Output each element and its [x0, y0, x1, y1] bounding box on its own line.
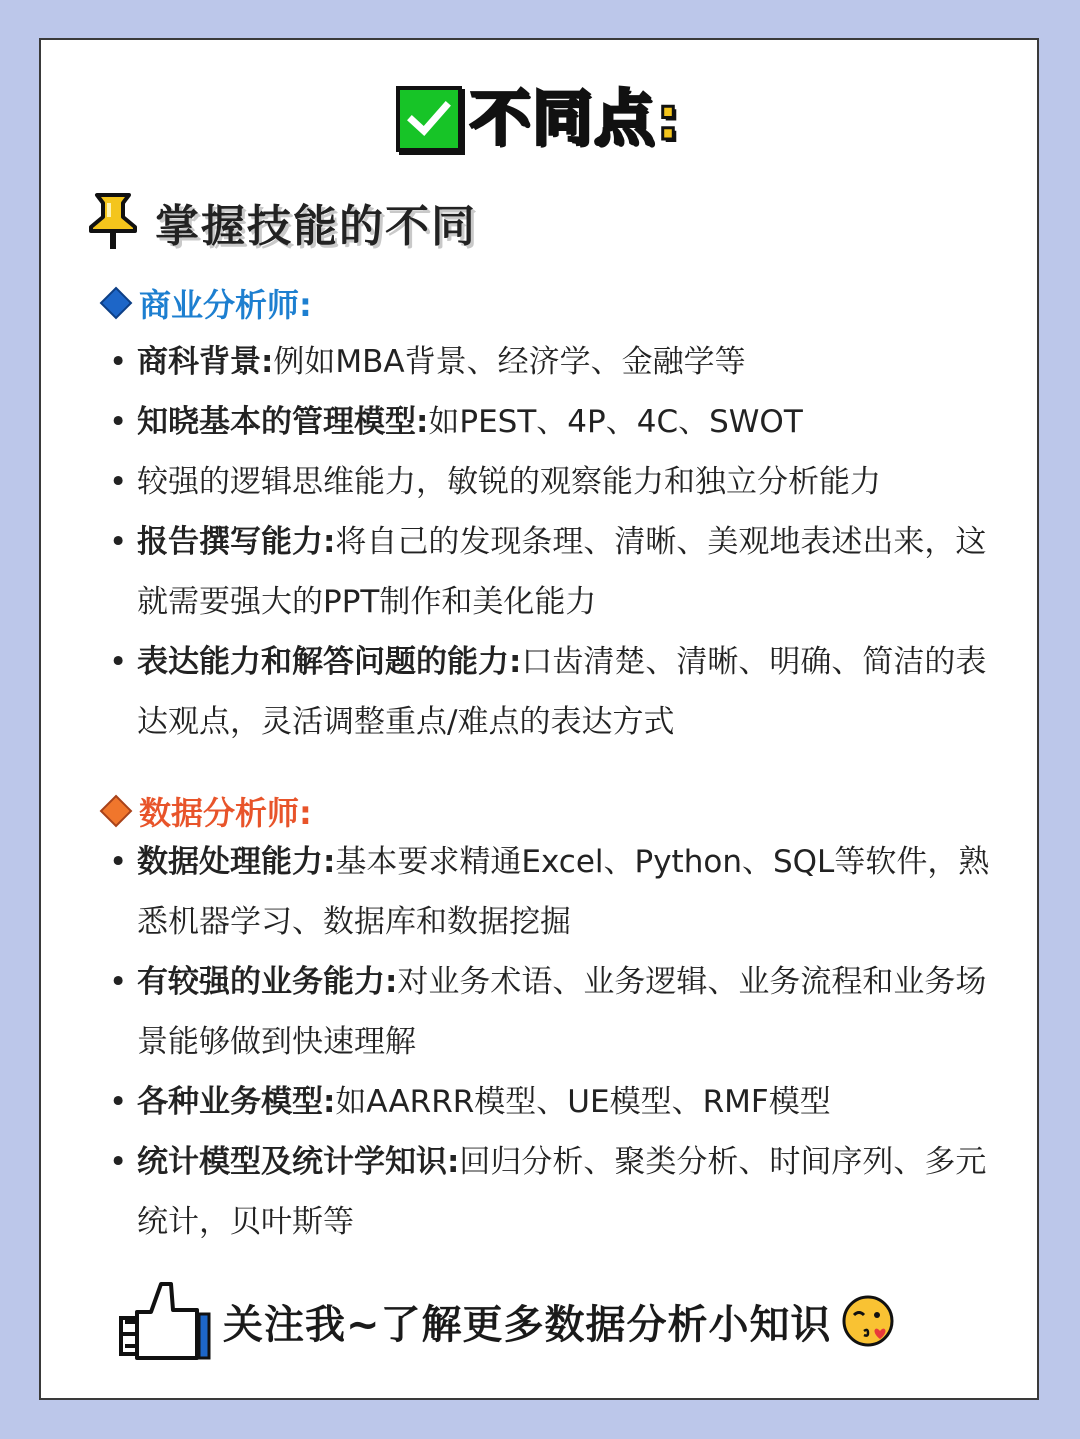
list-item: • 表达能力和解答问题的能力:口齿清楚、清晰、明确、简洁的表达观点，灵活调整重点/难点的表达方式: [103, 632, 1003, 752]
orange-diamond-icon: [99, 794, 133, 828]
business-analyst-list: [103, 332, 1003, 752]
list-item: • 报告撰写能力:将自己的发现条理、清晰、美观地表述出来，这就需要强大的PPT制作和美化能力: [103, 512, 1003, 632]
blue-diamond-icon: [99, 286, 133, 320]
list-item: • 有较强的业务能力:对业务术语、业务逻辑、业务流程和业务场景能够做到快速理解: [103, 952, 1003, 1072]
data-analyst-title: 数据分析师:: [139, 794, 312, 832]
list-item: • 知晓基本的管理模型:如PEST、4P、4C、SWOT: [103, 392, 1003, 452]
thumbs-up-icon: [117, 1278, 213, 1364]
pushpin-icon: [85, 191, 141, 253]
data-analyst-list: [103, 832, 1003, 1252]
section-title: 掌握技能的不同: [155, 201, 477, 252]
section-heading: [85, 190, 477, 254]
list-item: • 数据处理能力:基本要求精通Excel、Python、SQL等软件，熟悉机器学习、数据库和数据挖掘: [103, 832, 1003, 952]
business-analyst-heading: [99, 280, 312, 326]
list-item: • 较强的逻辑思维能力，敏锐的观察能力和独立分析能力: [103, 452, 1003, 512]
title-text: 不同点:: [470, 84, 682, 154]
wink-kiss-face-icon: [840, 1293, 896, 1349]
data-analyst-heading: [99, 788, 312, 834]
list-item: • 统计模型及统计学知识:回归分析、聚类分析、时间序列、多元统计，贝叶斯等: [103, 1132, 1003, 1252]
list-item: • 各种业务模型:如AARRR模型、UE模型、RMF模型: [103, 1072, 1003, 1132]
page-title: [41, 84, 1037, 154]
list-item: • 商科背景:例如MBA背景、经济学、金融学等: [103, 332, 1003, 392]
footer-text: 关注我~了解更多数据分析小知识: [223, 1301, 832, 1348]
check-mark-icon: [396, 86, 462, 152]
business-analyst-title: 商业分析师:: [139, 286, 312, 324]
content-card: [39, 38, 1039, 1400]
footer-banner: [117, 1278, 896, 1364]
